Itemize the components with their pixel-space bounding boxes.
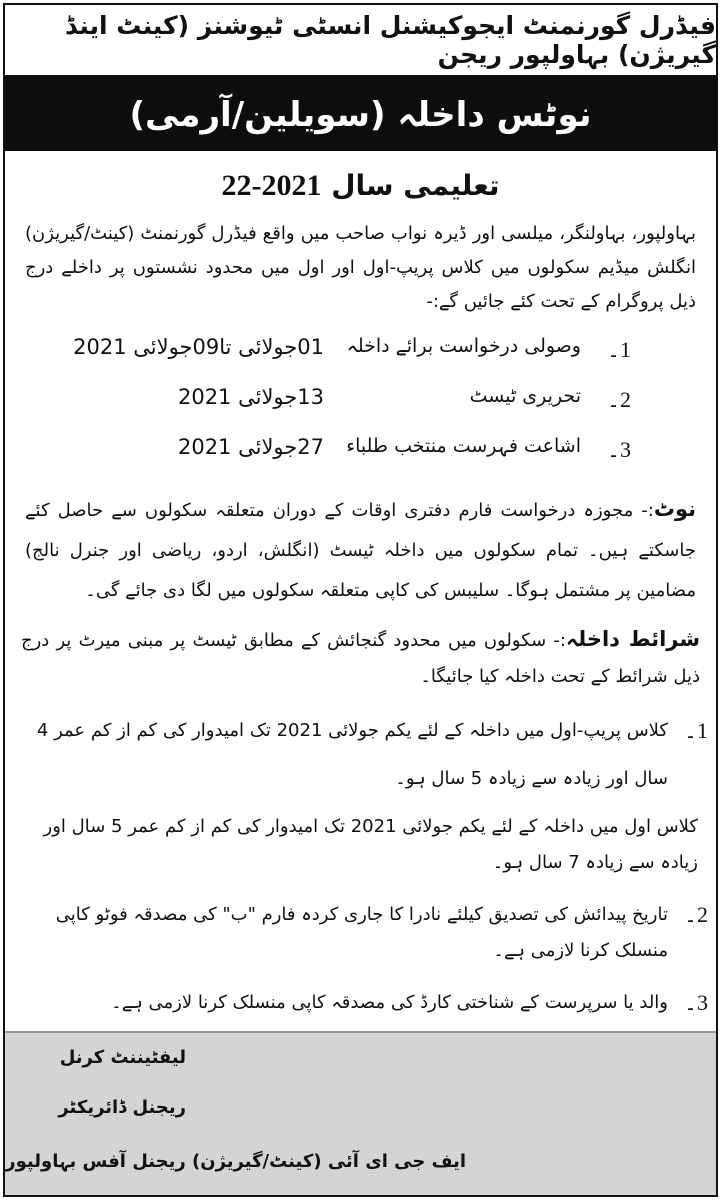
schedule-label: تحریری ٹیسٹ	[469, 385, 581, 407]
signatory-office: ایف جی ای آئی (کینٹ/گیریژن) ریجنل آفس بہاولپور	[5, 1151, 466, 1172]
schedule-label: اشاعت فہرست منتخب طلباء	[346, 435, 581, 457]
academic-year-label: تعلیمی سال	[331, 169, 500, 202]
schedule-date: 13جولائی 2021	[177, 385, 324, 409]
condition-number: 2۔	[684, 902, 708, 927]
organization-name: فیڈرل گورنمنٹ ایجوکیشنل انسٹی ٹیوشنز (کینٹ اینڈ گیریژن) بہاولپور ریجن	[64, 11, 716, 69]
schedule-date: 27جولائی 2021	[177, 435, 324, 459]
notice-title-banner	[5, 77, 716, 151]
signatory-designation: ریجنل ڈائریکٹر	[58, 1097, 186, 1118]
conditions-text: :- سکولوں میں محدود گنجائش کے مطابق ٹیسٹ پر مبنی میرٹ پر درج ذیل شرائط کے تحت داخلہ کیا جائیگا۔	[21, 630, 700, 687]
note-paragraph	[5, 489, 716, 611]
admission-notice	[3, 3, 718, 1197]
schedule-row	[5, 377, 716, 427]
condition-item	[5, 707, 716, 803]
note-text: :- مجوزہ درخواست فارم دفتری اوقات کے دوران متعلقہ سکولوں سے حاصل کئے جاسکتے ہیں۔ تمام سکولوں میں داخلہ ٹیسٹ (انگلش، اردو، ریاضی اور جنرل نالج) مضامین پر مشتمل ہوگا۔ سلیبس کی کاپی متعلقہ سکولوں میں لگا دی جائے گی۔	[25, 500, 696, 601]
schedule-row	[5, 427, 716, 477]
schedule-label: وصولی درخواست برائے داخلہ	[346, 335, 581, 357]
condition-number: 1۔	[684, 718, 708, 743]
schedule-number: 1۔	[607, 337, 631, 362]
condition-number: 3۔	[684, 990, 708, 1015]
condition-text: تاریخ پیدائش کی تصدیق کیلئے نادرا کا جاری کردہ فارم "ب" کی مصدقہ فوٹو کاپی منسلک کرنا لازمی ہے۔	[55, 904, 668, 961]
condition-item	[5, 809, 716, 881]
intro-paragraph: بہاولپور، بہاولنگر، میلسی اور ڈیرہ نواب صاحب میں واقع فیڈرل گورنمنٹ (کینٹ/گیریژن) انگلش میڈیم سکولوں میں کلاس پریپ-اول اور اول میں محدود نشستوں پر داخلے درج ذیل پروگرام کے تحت کئے جائیں گے:-	[25, 223, 696, 312]
signature-block	[5, 1031, 716, 1195]
schedule-number: 2۔	[607, 387, 631, 412]
condition-text: کلاس اول میں داخلہ کے لئے یکم جولائی 2021 تک امیدوار کی کم از کم عمر 5 سال اور زیادہ سے زیادہ 7 سال ہو۔	[43, 816, 698, 873]
organization-header	[5, 5, 716, 77]
conditions-lead: شرائط داخلہ	[565, 627, 700, 651]
academic-year-value: 2021-22	[221, 169, 322, 202]
conditions-paragraph	[5, 621, 716, 695]
note-lead: نوٹ	[653, 497, 696, 521]
condition-text: والد یا سرپرست کے شناختی کارڈ کی مصدقہ کاپی منسلک کرنا لازمی ہے۔	[111, 992, 668, 1013]
notice-title: نوٹس داخلہ (سویلین/آرمی)	[129, 94, 592, 135]
schedule-number: 3۔	[607, 437, 631, 462]
schedule-date: 01جولائی تا09جولائی 2021	[73, 335, 324, 359]
signatory-rank: لیفٹیننٹ کرنل	[59, 1047, 186, 1068]
condition-item	[5, 897, 716, 969]
condition-text: کلاس پریپ-اول میں داخلہ کے لئے یکم جولائی 2021 تک امیدوار کی کم از کم عمر 4 سال اور زیادہ سے زیادہ 5 سال ہو۔	[36, 720, 668, 789]
schedule-row	[5, 327, 716, 377]
admission-schedule	[5, 327, 716, 477]
condition-item	[5, 985, 716, 1021]
academic-year	[5, 169, 716, 209]
